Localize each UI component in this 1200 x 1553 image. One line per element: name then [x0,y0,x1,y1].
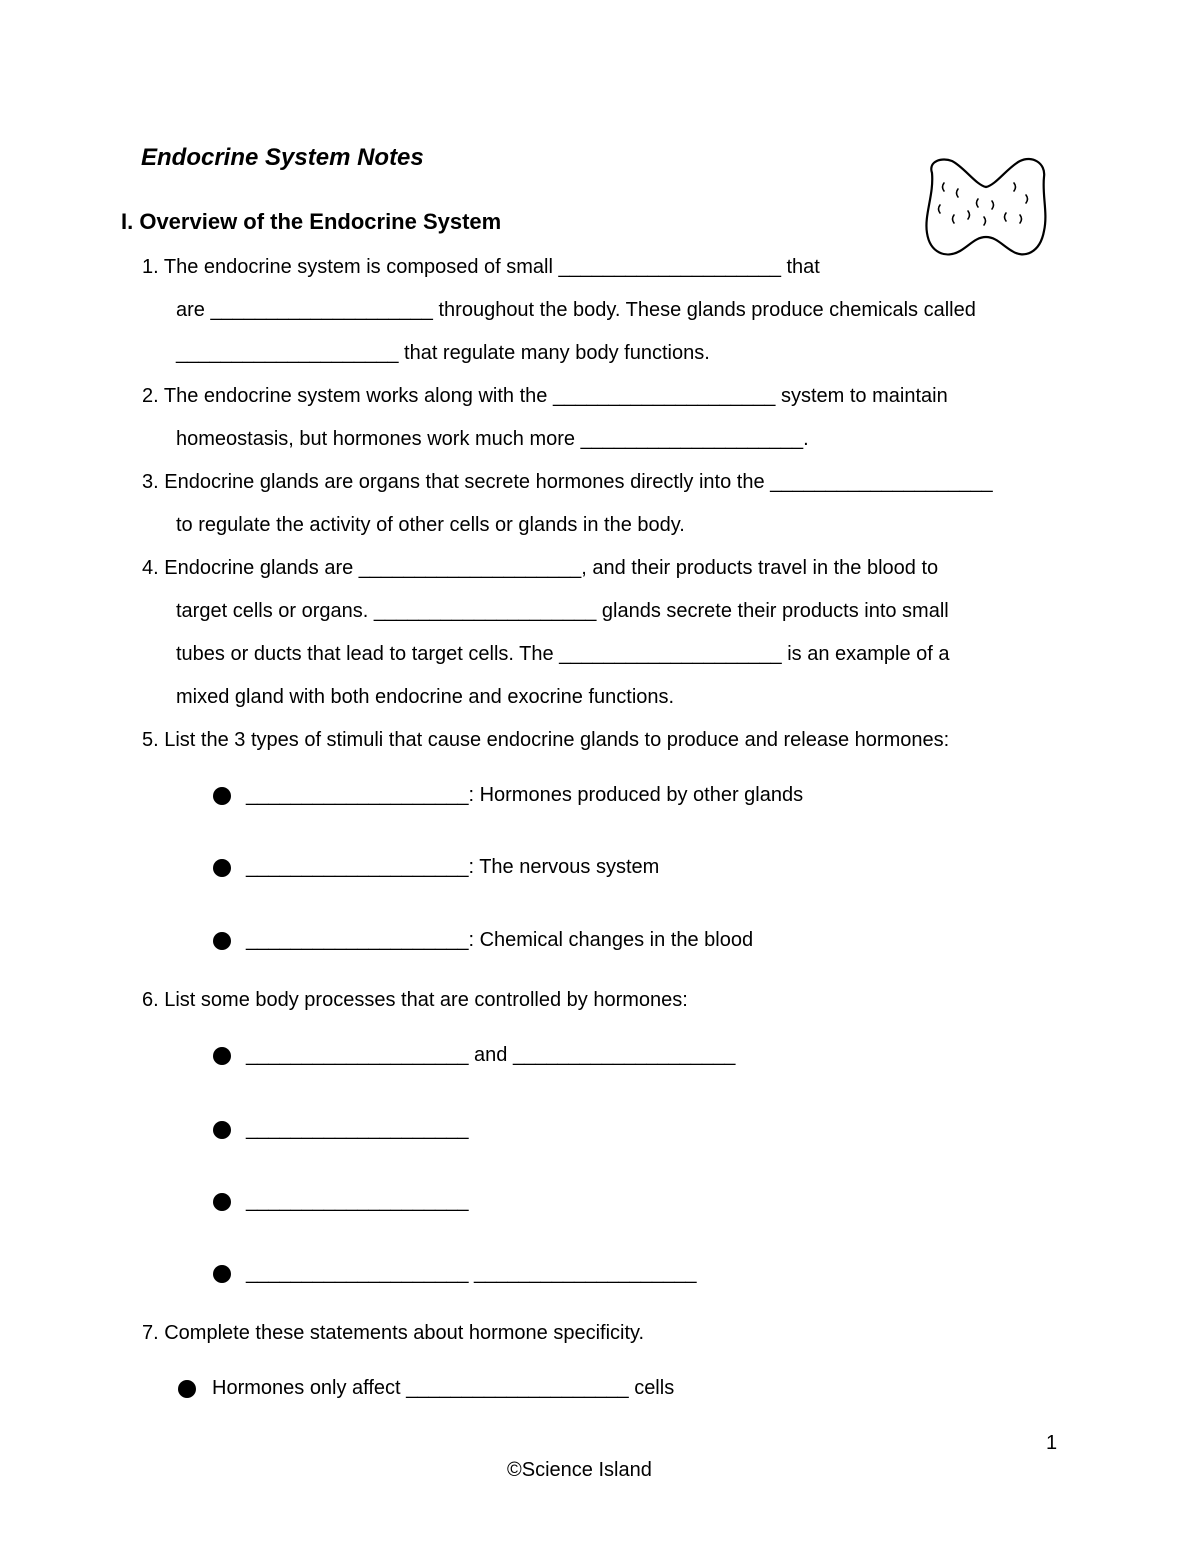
q7-prompt: 7. Complete these statements about hormone specificity. [142,1322,645,1344]
q6-bullet-1: ____________________ and ____________________ [246,1044,736,1066]
q5-prompt: 5. List the 3 types of stimuli that cause endocrine glands to produce and release hormones: [142,729,950,751]
bullet-dot [213,1193,231,1211]
bullet-dot [213,1047,231,1065]
bullet-dot [213,787,231,805]
q5-bullet-2: ____________________: The nervous system [246,856,660,878]
q6-prompt: 6. List some body processes that are controlled by hormones: [142,989,688,1011]
q6-bullet-3: ____________________ [246,1190,469,1212]
page-number: 1 [1046,1432,1058,1454]
q1-line1: 1. The endocrine system is composed of small ____________________ that [142,256,820,278]
q5-bullet-3: ____________________: Chemical changes in the blood [246,929,754,951]
q1-line3: ____________________ that regulate many body functions. [176,342,710,364]
q2-line2: homeostasis, but hormones work much more ____________________. [176,428,809,450]
bullet-dot [213,1265,231,1283]
bullet-dot [213,859,231,877]
q4-line2: target cells or organs. ____________________ glands secrete their products into small [176,600,949,622]
q6-bullet-2: ____________________ [246,1118,469,1140]
q3-line1: 3. Endocrine glands are organs that secrete hormones directly into the ____________________ [142,471,993,493]
q7-bullet-1: Hormones only affect ____________________ cells [212,1377,675,1399]
bullet-dot [178,1380,196,1398]
q4-line1: 4. Endocrine glands are ____________________, and their products travel in the blood to [142,557,939,579]
q5-bullet-1: ____________________: Hormones produced by other glands [246,784,804,806]
page-title: Endocrine System Notes [141,144,424,171]
footer-copyright: ©Science Island [507,1459,652,1481]
bullet-dot [213,1121,231,1139]
q3-line2: to regulate the activity of other cells or glands in the body. [176,514,685,536]
thyroid-gland-icon [922,155,1050,259]
q4-line3: tubes or ducts that lead to target cells. The ____________________ is an example of a [176,643,950,665]
q1-line2: are ____________________ throughout the body. These glands produce chemicals called [176,299,976,321]
q6-bullet-4: ____________________ ____________________ [246,1262,697,1284]
bullet-dot [213,932,231,950]
section-heading: I. Overview of the Endocrine System [121,209,502,234]
q2-line1: 2. The endocrine system works along with the ____________________ system to maintain [142,385,948,407]
q4-line4: mixed gland with both endocrine and exocrine functions. [176,686,675,708]
